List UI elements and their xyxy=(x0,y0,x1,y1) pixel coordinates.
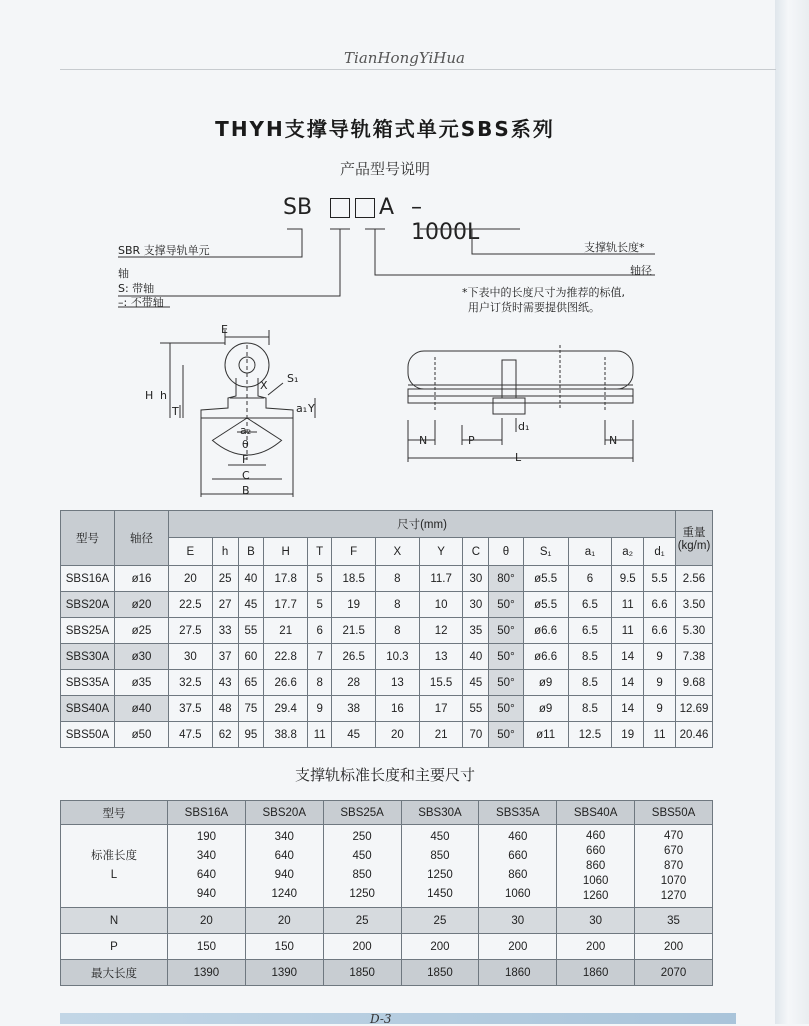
std-length-value: 190 xyxy=(196,831,217,843)
dim-label-E: E xyxy=(221,323,228,336)
std-length-value: 1260 xyxy=(582,889,609,902)
cell-value: 50° xyxy=(489,670,523,696)
dim-label-a1: a₁ xyxy=(296,402,308,415)
cell-value: 20 xyxy=(168,908,246,934)
cell-value: 19 xyxy=(612,722,644,748)
code-suffix: –1000L xyxy=(411,195,480,245)
cell-value: 30 xyxy=(169,644,213,670)
cell-std-lengths xyxy=(168,825,246,908)
cell-value: ø9 xyxy=(523,696,568,722)
col-dim: Y xyxy=(419,538,463,566)
cell-std-lengths xyxy=(401,825,479,908)
label-without-shaft: –: 不带轴 xyxy=(118,296,164,309)
dim-label-H: H xyxy=(145,389,154,402)
cell-value: 150 xyxy=(245,934,323,960)
dim-label-P: P xyxy=(468,434,475,447)
col-dim: H xyxy=(264,538,308,566)
col-dim: d₁ xyxy=(644,538,676,566)
cell-std-lengths xyxy=(245,825,323,908)
cell-value: 32.5 xyxy=(169,670,213,696)
cell-value: ø5.5 xyxy=(523,592,568,618)
cell-model: SBS40A xyxy=(61,696,115,722)
max-length-row xyxy=(61,960,713,986)
cell-value: 8.5 xyxy=(568,670,612,696)
cell-value: 200 xyxy=(401,934,479,960)
cell-value: 18.5 xyxy=(332,566,376,592)
cell-value: 28 xyxy=(332,670,376,696)
cell-std-lengths xyxy=(557,825,635,908)
std-length-value: 1450 xyxy=(427,888,453,900)
col-model-name: SBS35A xyxy=(479,801,557,825)
cell-value: 37 xyxy=(212,644,238,670)
cell-value: 65 xyxy=(238,670,264,696)
cell-value: 1390 xyxy=(245,960,323,986)
cell-value: 21.5 xyxy=(332,618,376,644)
cell-shaft: ø35 xyxy=(115,670,169,696)
std-length-L: L xyxy=(110,869,118,881)
cell-value: 11 xyxy=(308,722,332,748)
cell-value: 55 xyxy=(238,618,264,644)
cell-value: 35 xyxy=(635,908,713,934)
std-length-value: 460 xyxy=(586,829,606,842)
cell-value: 12 xyxy=(419,618,463,644)
col-model-name: SBS40A xyxy=(557,801,635,825)
std-length-value: 850 xyxy=(352,869,372,881)
std-length-value: 640 xyxy=(196,869,217,881)
std-length-value: 340 xyxy=(196,850,217,862)
cell-model: SBS50A xyxy=(61,722,115,748)
row-label: 最大长度 xyxy=(61,960,168,986)
cell-value: 27.5 xyxy=(169,618,213,644)
cell-value: 38 xyxy=(332,696,376,722)
brand-header: TianHongYiHua xyxy=(344,49,465,67)
cell-value: 9.68 xyxy=(676,670,713,696)
cell-model: SBS30A xyxy=(61,644,115,670)
cell-value: 3.50 xyxy=(676,592,713,618)
cell-value: 40 xyxy=(238,566,264,592)
col-dim: X xyxy=(376,538,420,566)
cell-value: 30 xyxy=(463,566,489,592)
cell-value: 10 xyxy=(419,592,463,618)
std-length-value: 660 xyxy=(586,844,606,857)
std-length-value: 450 xyxy=(430,831,450,843)
col-model-name: SBS30A xyxy=(401,801,479,825)
col-dim: T xyxy=(308,538,332,566)
cell-value: 30 xyxy=(479,908,557,934)
col-model-name: SBS20A xyxy=(245,801,323,825)
cell-value: 47.5 xyxy=(169,722,213,748)
std-length-value: 340 xyxy=(274,831,294,843)
dim-label-L: L xyxy=(515,451,522,464)
col-weight-unit: (kg/m) xyxy=(677,540,711,552)
dim-label-C: C xyxy=(242,469,250,482)
col-dim: a₁ xyxy=(568,538,612,566)
cell-value: 20 xyxy=(169,566,213,592)
table-row xyxy=(61,618,713,644)
length-table xyxy=(60,800,713,986)
cell-value: 17.7 xyxy=(264,592,308,618)
cell-value: ø11 xyxy=(523,722,568,748)
cell-value: 11.7 xyxy=(419,566,463,592)
cell-value: 10.3 xyxy=(376,644,420,670)
dim-label-d1: d₁ xyxy=(518,420,530,433)
cell-value: 13 xyxy=(419,644,463,670)
std-length-value: 870 xyxy=(663,859,684,872)
col-dim: h xyxy=(212,538,238,566)
dim-label-a2: a₂ xyxy=(240,424,252,437)
cell-value: 8 xyxy=(376,592,420,618)
col-dimensions: 尺寸(mm) xyxy=(169,511,676,538)
cell-value: 19 xyxy=(332,592,376,618)
label-axis: 轴 xyxy=(118,267,129,280)
std-length-value: 450 xyxy=(352,850,372,862)
cell-value: 16 xyxy=(376,696,420,722)
std-length-label: 标准长度 xyxy=(91,850,137,862)
cell-std-lengths xyxy=(635,825,713,908)
cell-value: 75 xyxy=(238,696,264,722)
cell-value: 5.5 xyxy=(644,566,676,592)
cell-value: 1390 xyxy=(168,960,246,986)
cell-value: 20 xyxy=(245,908,323,934)
cell-value: 29.4 xyxy=(264,696,308,722)
std-length-value: 1060 xyxy=(505,888,531,900)
footer-bar xyxy=(60,1013,736,1024)
cell-shaft: ø20 xyxy=(115,592,169,618)
cell-model: SBS20A xyxy=(61,592,115,618)
cell-value: ø6.6 xyxy=(523,644,568,670)
std-length-value: 1070 xyxy=(660,874,687,887)
cell-value: 6 xyxy=(568,566,612,592)
cell-value: 6 xyxy=(308,618,332,644)
cell-value: 45 xyxy=(238,592,264,618)
col-dim: a₂ xyxy=(612,538,644,566)
cell-value: 20.46 xyxy=(676,722,713,748)
cell-value: 48 xyxy=(212,696,238,722)
cell-value: 37.5 xyxy=(169,696,213,722)
table-row xyxy=(61,566,713,592)
col-dim: θ xyxy=(489,538,523,566)
cell-value: 12.69 xyxy=(676,696,713,722)
cell-value: 8.5 xyxy=(568,644,612,670)
cell-value: 8 xyxy=(308,670,332,696)
std-length-value: 470 xyxy=(663,829,684,842)
cell-value: 1860 xyxy=(479,960,557,986)
table-row xyxy=(61,644,713,670)
cell-value: 1860 xyxy=(557,960,635,986)
cell-model: SBS25A xyxy=(61,618,115,644)
cell-value: 6.6 xyxy=(644,618,676,644)
cell-value: 50° xyxy=(489,592,523,618)
length-header-row xyxy=(61,801,713,825)
cell-value: 25 xyxy=(323,908,401,934)
cell-value: 55 xyxy=(463,696,489,722)
cell-value: 50° xyxy=(489,644,523,670)
table-row xyxy=(61,592,713,618)
cell-value: 9 xyxy=(644,696,676,722)
std-length-value: 640 xyxy=(274,850,294,862)
cell-value: 50° xyxy=(489,696,523,722)
cell-value: 43 xyxy=(212,670,238,696)
cell-value: 60 xyxy=(238,644,264,670)
cell-value: 30 xyxy=(463,592,489,618)
std-length-value: 940 xyxy=(196,888,217,900)
cell-shaft: ø16 xyxy=(115,566,169,592)
std-length-value: 1060 xyxy=(582,874,609,887)
cell-value: 9 xyxy=(644,670,676,696)
row-label: N xyxy=(61,908,168,934)
dim-label-X: X xyxy=(260,379,268,392)
cell-value: 6.6 xyxy=(644,592,676,618)
cell-value: 1850 xyxy=(401,960,479,986)
label-with-shaft: S: 带轴 xyxy=(118,282,155,295)
cell-value: 45 xyxy=(332,722,376,748)
dim-label-N-right: N xyxy=(609,434,618,447)
page-subtitle: 产品型号说明 xyxy=(339,160,430,178)
cell-shaft: ø30 xyxy=(115,644,169,670)
cell-value: 22.8 xyxy=(264,644,308,670)
cell-value: 70 xyxy=(463,722,489,748)
col-dim: E xyxy=(169,538,213,566)
std-length-value: 860 xyxy=(508,869,528,881)
cell-value: 8.5 xyxy=(568,696,612,722)
cell-value: 26.5 xyxy=(332,644,376,670)
col-dim: F xyxy=(332,538,376,566)
cell-value: 95 xyxy=(238,722,264,748)
cell-value: 45 xyxy=(463,670,489,696)
cell-value: ø6.6 xyxy=(523,618,568,644)
length-table-title: 支撑轨标准长度和主要尺寸 xyxy=(294,766,475,784)
cell-value: 6.5 xyxy=(568,618,612,644)
col-weight xyxy=(676,511,713,566)
cell-std-lengths xyxy=(479,825,557,908)
col-dim: C xyxy=(463,538,489,566)
std-length-value: 1250 xyxy=(349,888,375,900)
cell-value: 17 xyxy=(419,696,463,722)
dim-label-B: B xyxy=(242,484,250,497)
cell-value: 17.8 xyxy=(264,566,308,592)
std-length-value: 940 xyxy=(274,869,294,881)
std-length-value: 850 xyxy=(430,850,450,862)
cell-value: 22.5 xyxy=(169,592,213,618)
cell-value: 200 xyxy=(323,934,401,960)
code-mid: A xyxy=(379,195,395,220)
cell-value: 200 xyxy=(635,934,713,960)
cell-value: 11 xyxy=(644,722,676,748)
std-length-value: 460 xyxy=(508,831,528,843)
row-label xyxy=(61,825,168,908)
cell-value: 8 xyxy=(376,618,420,644)
dimension-table xyxy=(60,510,713,748)
cell-value: 6.5 xyxy=(568,592,612,618)
cell-value: 21 xyxy=(264,618,308,644)
std-length-value: 1250 xyxy=(427,869,453,881)
cell-value: 25 xyxy=(401,908,479,934)
dim-label-T: T xyxy=(172,405,179,418)
cell-value: 25 xyxy=(212,566,238,592)
cell-value: 14 xyxy=(612,644,644,670)
col-model-name: SBS16A xyxy=(168,801,246,825)
col-weight-label: 重量 xyxy=(682,527,706,539)
col-model-name: SBS25A xyxy=(323,801,401,825)
cell-value: 2070 xyxy=(635,960,713,986)
cell-value: 200 xyxy=(479,934,557,960)
cell-value: 9 xyxy=(644,644,676,670)
cell-shaft: ø40 xyxy=(115,696,169,722)
cell-value: 7.38 xyxy=(676,644,713,670)
cell-value: 5.30 xyxy=(676,618,713,644)
cell-model: SBS35A xyxy=(61,670,115,696)
cell-value: 200 xyxy=(557,934,635,960)
cell-shaft: ø50 xyxy=(115,722,169,748)
cell-value: 11 xyxy=(612,618,644,644)
cell-model: SBS16A xyxy=(61,566,115,592)
cell-value: 7 xyxy=(308,644,332,670)
cell-value: 5 xyxy=(308,592,332,618)
row-label: P xyxy=(61,934,168,960)
col-dim: S₁ xyxy=(523,538,568,566)
table-row xyxy=(61,696,713,722)
cell-value: ø9 xyxy=(523,670,568,696)
cell-shaft: ø25 xyxy=(115,618,169,644)
std-length-value: 1270 xyxy=(660,889,687,902)
cell-value: 80° xyxy=(489,566,523,592)
table-row xyxy=(61,722,713,748)
label-sbr-unit: SBR 支撑导轨单元 xyxy=(118,244,210,257)
cell-value: 30 xyxy=(557,908,635,934)
cell-value: 27 xyxy=(212,592,238,618)
table-row xyxy=(61,670,713,696)
page-title: THYH支撑导轨箱式单元SBS系列 xyxy=(215,117,555,141)
cell-value: 26.6 xyxy=(264,670,308,696)
cell-std-lengths xyxy=(323,825,401,908)
n-row xyxy=(61,908,713,934)
dim-label-h: h xyxy=(160,389,167,402)
cell-value: 2.56 xyxy=(676,566,713,592)
std-length-value: 250 xyxy=(352,831,372,843)
cell-value: 50° xyxy=(489,722,523,748)
page-number: D-3 xyxy=(370,1012,392,1026)
label-rail-length: 支撑轨长度* xyxy=(584,241,645,254)
cell-value: 35 xyxy=(463,618,489,644)
note-line-1: *下表中的长度尺寸为推荐的标值, xyxy=(462,286,625,299)
col-model: 型号 xyxy=(61,511,115,566)
cell-value: 40 xyxy=(463,644,489,670)
cell-value: 5 xyxy=(308,566,332,592)
std-length-value: 660 xyxy=(508,850,528,862)
cell-value: ø5.5 xyxy=(523,566,568,592)
std-length-value: 670 xyxy=(663,844,684,857)
cell-value: 50° xyxy=(489,618,523,644)
cell-value: 9.5 xyxy=(612,566,644,592)
label-shaft-diameter: 轴径 xyxy=(630,264,652,277)
dim-label-Y: Y xyxy=(308,402,315,415)
dim-label-N-left: N xyxy=(419,434,428,447)
cell-value: 21 xyxy=(419,722,463,748)
cell-value: 33 xyxy=(212,618,238,644)
cell-value: 1850 xyxy=(323,960,401,986)
col-dim: B xyxy=(238,538,264,566)
col-model-name: SBS50A xyxy=(635,801,713,825)
code-prefix: SB xyxy=(283,195,313,220)
cell-value: 62 xyxy=(212,722,238,748)
cell-value: 8 xyxy=(376,566,420,592)
cell-value: 9 xyxy=(308,696,332,722)
dim-label-F: F xyxy=(242,453,249,466)
cell-value: 150 xyxy=(168,934,246,960)
p-row xyxy=(61,934,713,960)
col-shaft: 轴径 xyxy=(115,511,169,566)
std-length-value: 1240 xyxy=(271,888,298,900)
std-length-value: 860 xyxy=(586,859,606,872)
standard-length-row xyxy=(61,825,713,908)
cell-value: 15.5 xyxy=(419,670,463,696)
dim-label-theta: θ xyxy=(242,438,249,451)
cell-value: 14 xyxy=(612,696,644,722)
cell-value: 11 xyxy=(612,592,644,618)
note-line-2: 用户订货时需要提供图纸。 xyxy=(468,301,600,314)
cell-value: 13 xyxy=(376,670,420,696)
col-model: 型号 xyxy=(61,801,168,825)
cell-value: 38.8 xyxy=(264,722,308,748)
cell-value: 12.5 xyxy=(568,722,612,748)
dim-label-S1: S₁ xyxy=(287,372,299,385)
cell-value: 14 xyxy=(612,670,644,696)
cell-value: 20 xyxy=(376,722,420,748)
